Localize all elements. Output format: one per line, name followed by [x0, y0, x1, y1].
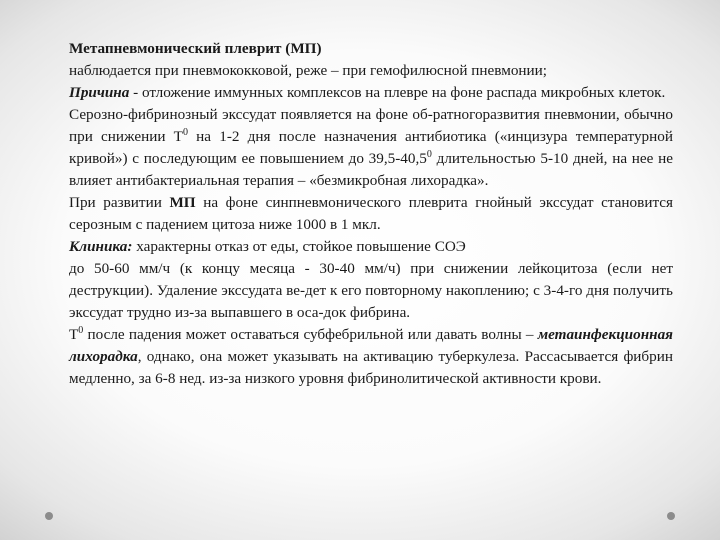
- development-prefix: При развитии: [69, 194, 170, 211]
- development-paragraph: [69, 192, 673, 236]
- fever-text-1: после падения может оставаться субфебрильной или давать волны –: [83, 326, 538, 343]
- intro-line: [69, 60, 673, 82]
- degree-superscript-2: 0: [426, 148, 432, 160]
- intro-text: наблюдается при пневмококковой, реже – при гемофилюсной пневмонии;: [69, 62, 548, 79]
- title-line: [69, 38, 673, 60]
- metainfection-label: метаинфекционная лихорадка: [69, 326, 673, 365]
- clinic-paragraph: [69, 236, 673, 258]
- temp-prefix: Т: [69, 326, 79, 343]
- exudate-paragraph: [69, 104, 673, 192]
- exudate-text-1: Серозно-фибринозный экссудат появляется на фоне об-ратногоразвития пневмонии, обычно при снижении Т: [69, 106, 673, 145]
- degree-superscript-3: 0: [78, 324, 84, 336]
- soe-paragraph: [69, 258, 673, 324]
- left-dot-ornament: [45, 512, 53, 520]
- mp-abbreviation: МП: [169, 194, 196, 211]
- cause-paragraph: [69, 82, 673, 104]
- slide-title: Метапневмонический плеврит (МП): [69, 40, 322, 57]
- degree-superscript-1: 0: [182, 126, 188, 138]
- development-text: на фоне синпневмонического плеврита гнойный экссудат становится серозным с падением цитоза ниже 1000 в 1 мкл.: [69, 194, 673, 233]
- right-dot-ornament: [667, 512, 675, 520]
- fever-paragraph: [69, 324, 673, 390]
- cause-text: - отложение иммунных комплексов на плевре на фоне распада микробных клеток.: [129, 84, 666, 101]
- soe-text: до 50-60 мм/ч (к концу месяца - 30-40 мм/ч) при снижении лейкоцитоза (если нет деструкции). Удаление экссудата ве-дет к его повторному накоплению; с 3-4-го дня получить экссудат трудно из-за выпавшего в оса-док фибрина.: [69, 260, 673, 321]
- exudate-text-3: длительностью 5-10 дней, на нее не влияет антибактериальная терапия – «безмикробная лихорадка».: [69, 150, 673, 189]
- cause-label: Причина: [69, 84, 130, 101]
- slide-body: [69, 38, 673, 390]
- clinic-text: характерны отказ от еды, стойкое повышение СОЭ: [132, 238, 466, 255]
- exudate-text-2: на 1-2 дня после назначения антибиотика («инцизура температурной кривой») с последующим ее повышением до 39,5-40,5: [69, 128, 673, 167]
- fever-text-2: , однако, она может указывать на активацию туберкулеза. Рассасывается фибрин медленно, за 6-8 нед. из-за низкого уровня фибринолитической активности крови.: [69, 348, 673, 387]
- clinic-label: Клиника:: [69, 238, 133, 255]
